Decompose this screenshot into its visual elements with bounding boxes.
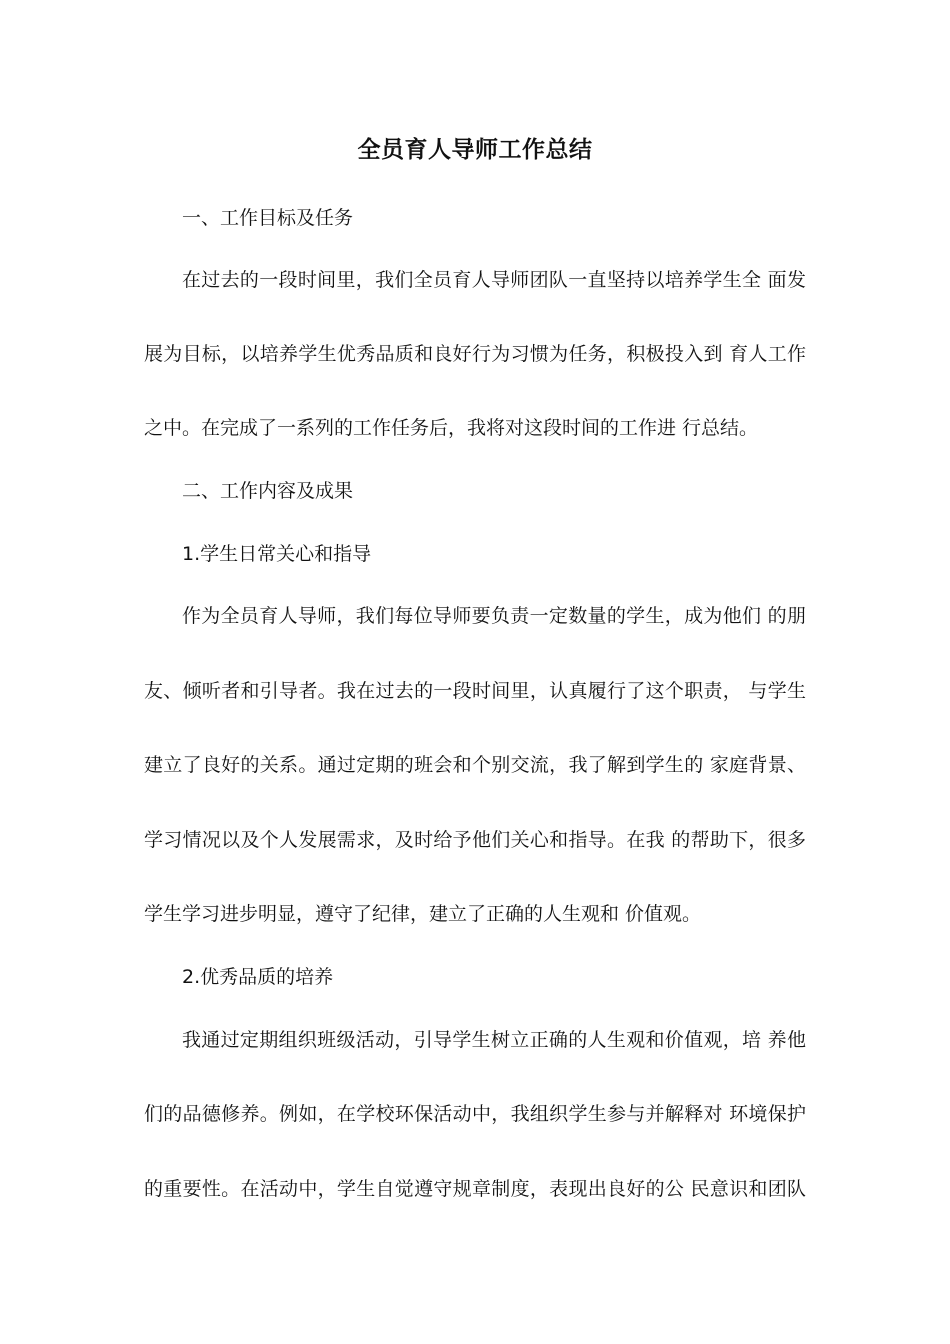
paragraph-line: 我通过定期组织班级活动，引导学生树立正确的人生观和价值观，培 养他 — [182, 1029, 806, 1051]
paragraph-line: 展为目标，以培养学生优秀品质和良好行为习惯为任务，积极投入到 育人工作 — [144, 343, 806, 365]
document-title: 全员育人导师工作总结 — [357, 137, 593, 163]
paragraph-line: 友、倾听者和引导者。我在过去的一段时间里，认真履行了这个职责， 与学生 — [144, 680, 806, 702]
section-heading-1: 一、工作目标及任务 — [182, 207, 354, 229]
subsection-heading-1: 1.学生日常关心和指导 — [182, 543, 372, 565]
paragraph-line: 在过去的一段时间里，我们全员育人导师团队一直坚持以培养学生全 面发 — [182, 269, 806, 291]
paragraph-line: 作为全员育人导师，我们每位导师要负责一定数量的学生，成为他们 的朋 — [182, 605, 806, 627]
subsection-heading-2: 2.优秀品质的培养 — [182, 966, 334, 988]
paragraph-line: 学习情况以及个人发展需求，及时给予他们关心和指导。在我 的帮助下，很多 — [144, 829, 806, 851]
paragraph-line: 之中。在完成了一系列的工作任务后，我将对这段时间的工作进 行总结。 — [144, 417, 759, 439]
paragraph-line: 们的品德修养。例如，在学校环保活动中，我组织学生参与并解释对 环境保护 — [144, 1103, 806, 1125]
paragraph-line: 的重要性。在活动中，学生自觉遵守规章制度，表现出良好的公 民意识和团队 — [144, 1178, 806, 1200]
paragraph-line: 学生学习进步明显，遵守了纪律，建立了正确的人生观和 价值观。 — [144, 903, 702, 925]
section-heading-2: 二、工作内容及成果 — [182, 480, 354, 502]
paragraph-line: 建立了良好的关系。通过定期的班会和个别交流，我了解到学生的 家庭背景、 — [144, 754, 806, 776]
